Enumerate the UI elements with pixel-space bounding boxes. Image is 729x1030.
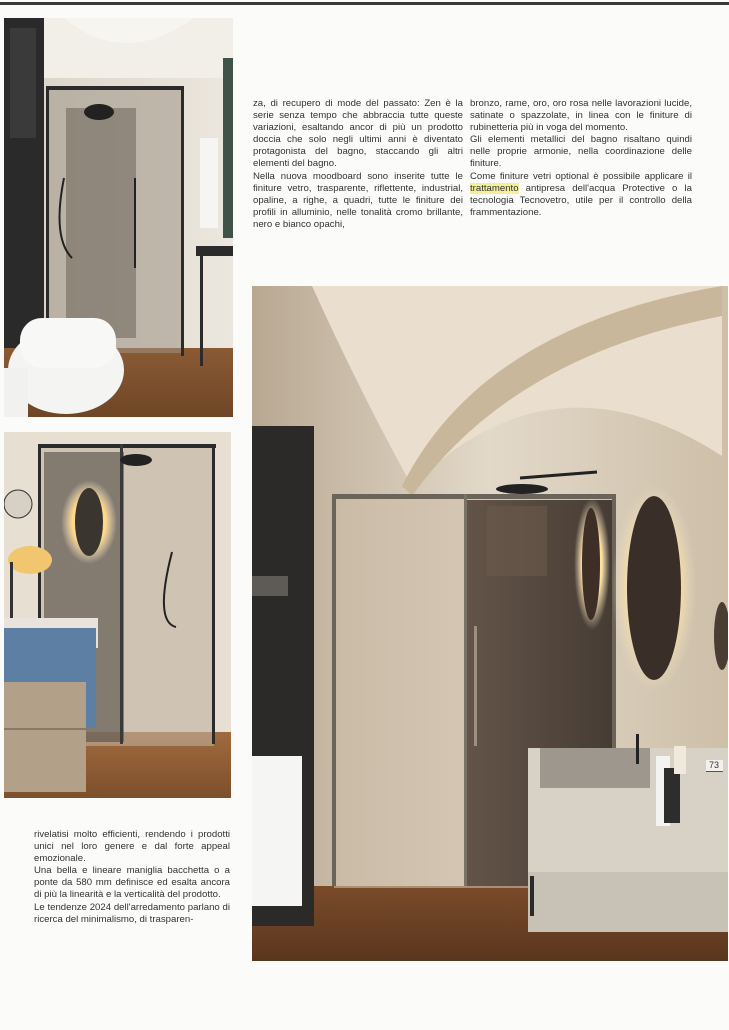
paragraph: Nella nuova moodboard sono inserite tutte le finiture vetro, trasparente, riflettente, industrial, opaline, a righe, a quadri, tutte le finiture dei profili in alluminio, nelle tonalità cromo brillante, nero e bianco opachi,: [253, 170, 463, 230]
text-run: Come finiture vetri optional è possibile applicare il: [470, 170, 692, 182]
top-rule: [0, 2, 729, 5]
paragraph: rivelatisi molto efficienti, rendendo i prodotti unici nel loro genere e dal forte appeal emozionale.: [34, 829, 230, 865]
highlighted-word: trattamento: [470, 182, 519, 194]
paragraph: Le tendenze 2024 dell'arredamento parlano di ricerca del minimalismo, di trasparen-: [34, 901, 230, 925]
page-number: 73: [706, 760, 723, 772]
paragraph: Una bella e lineare maniglia bacchetta o a ponte da 580 mm definisce ed esalta ancora di più la linearità e la verticalità del prodotto.: [34, 865, 230, 901]
text-column-top-right: [470, 98, 692, 219]
text-run: antipresa dell'acqua Protective o la tecnologia Tecnovetro, utile per il controllo della frammentazione.: [470, 182, 692, 218]
photo-shower-mirror: [4, 432, 231, 798]
photo-bathroom-vanity: [252, 286, 728, 961]
paragraph: bronzo, rame, oro, oro rosa nelle lavorazioni lucide, satinate o spazzolate, in linea con le finiture di rubinetteria più in voga del momento.: [470, 98, 692, 134]
text-column-bottom-left: [34, 829, 230, 926]
paragraph: Gli elementi metallici del bagno risaltano quindi nelle proprie armonie, nella coordinazione delle finiture.: [470, 134, 692, 170]
photo-shower-toilet: [4, 18, 233, 417]
text-column-top-middle: [253, 98, 463, 231]
paragraph: [470, 171, 692, 219]
paragraph: za, di recupero di mode del passato: Zen è la serie senza tempo che abbraccia tutte queste variazioni, esaltando ancor di più un prodotto doccia che solo negli ultimi anni è diventato protagonista del bagno, staccando gli altri elementi del bagno.: [253, 98, 463, 170]
